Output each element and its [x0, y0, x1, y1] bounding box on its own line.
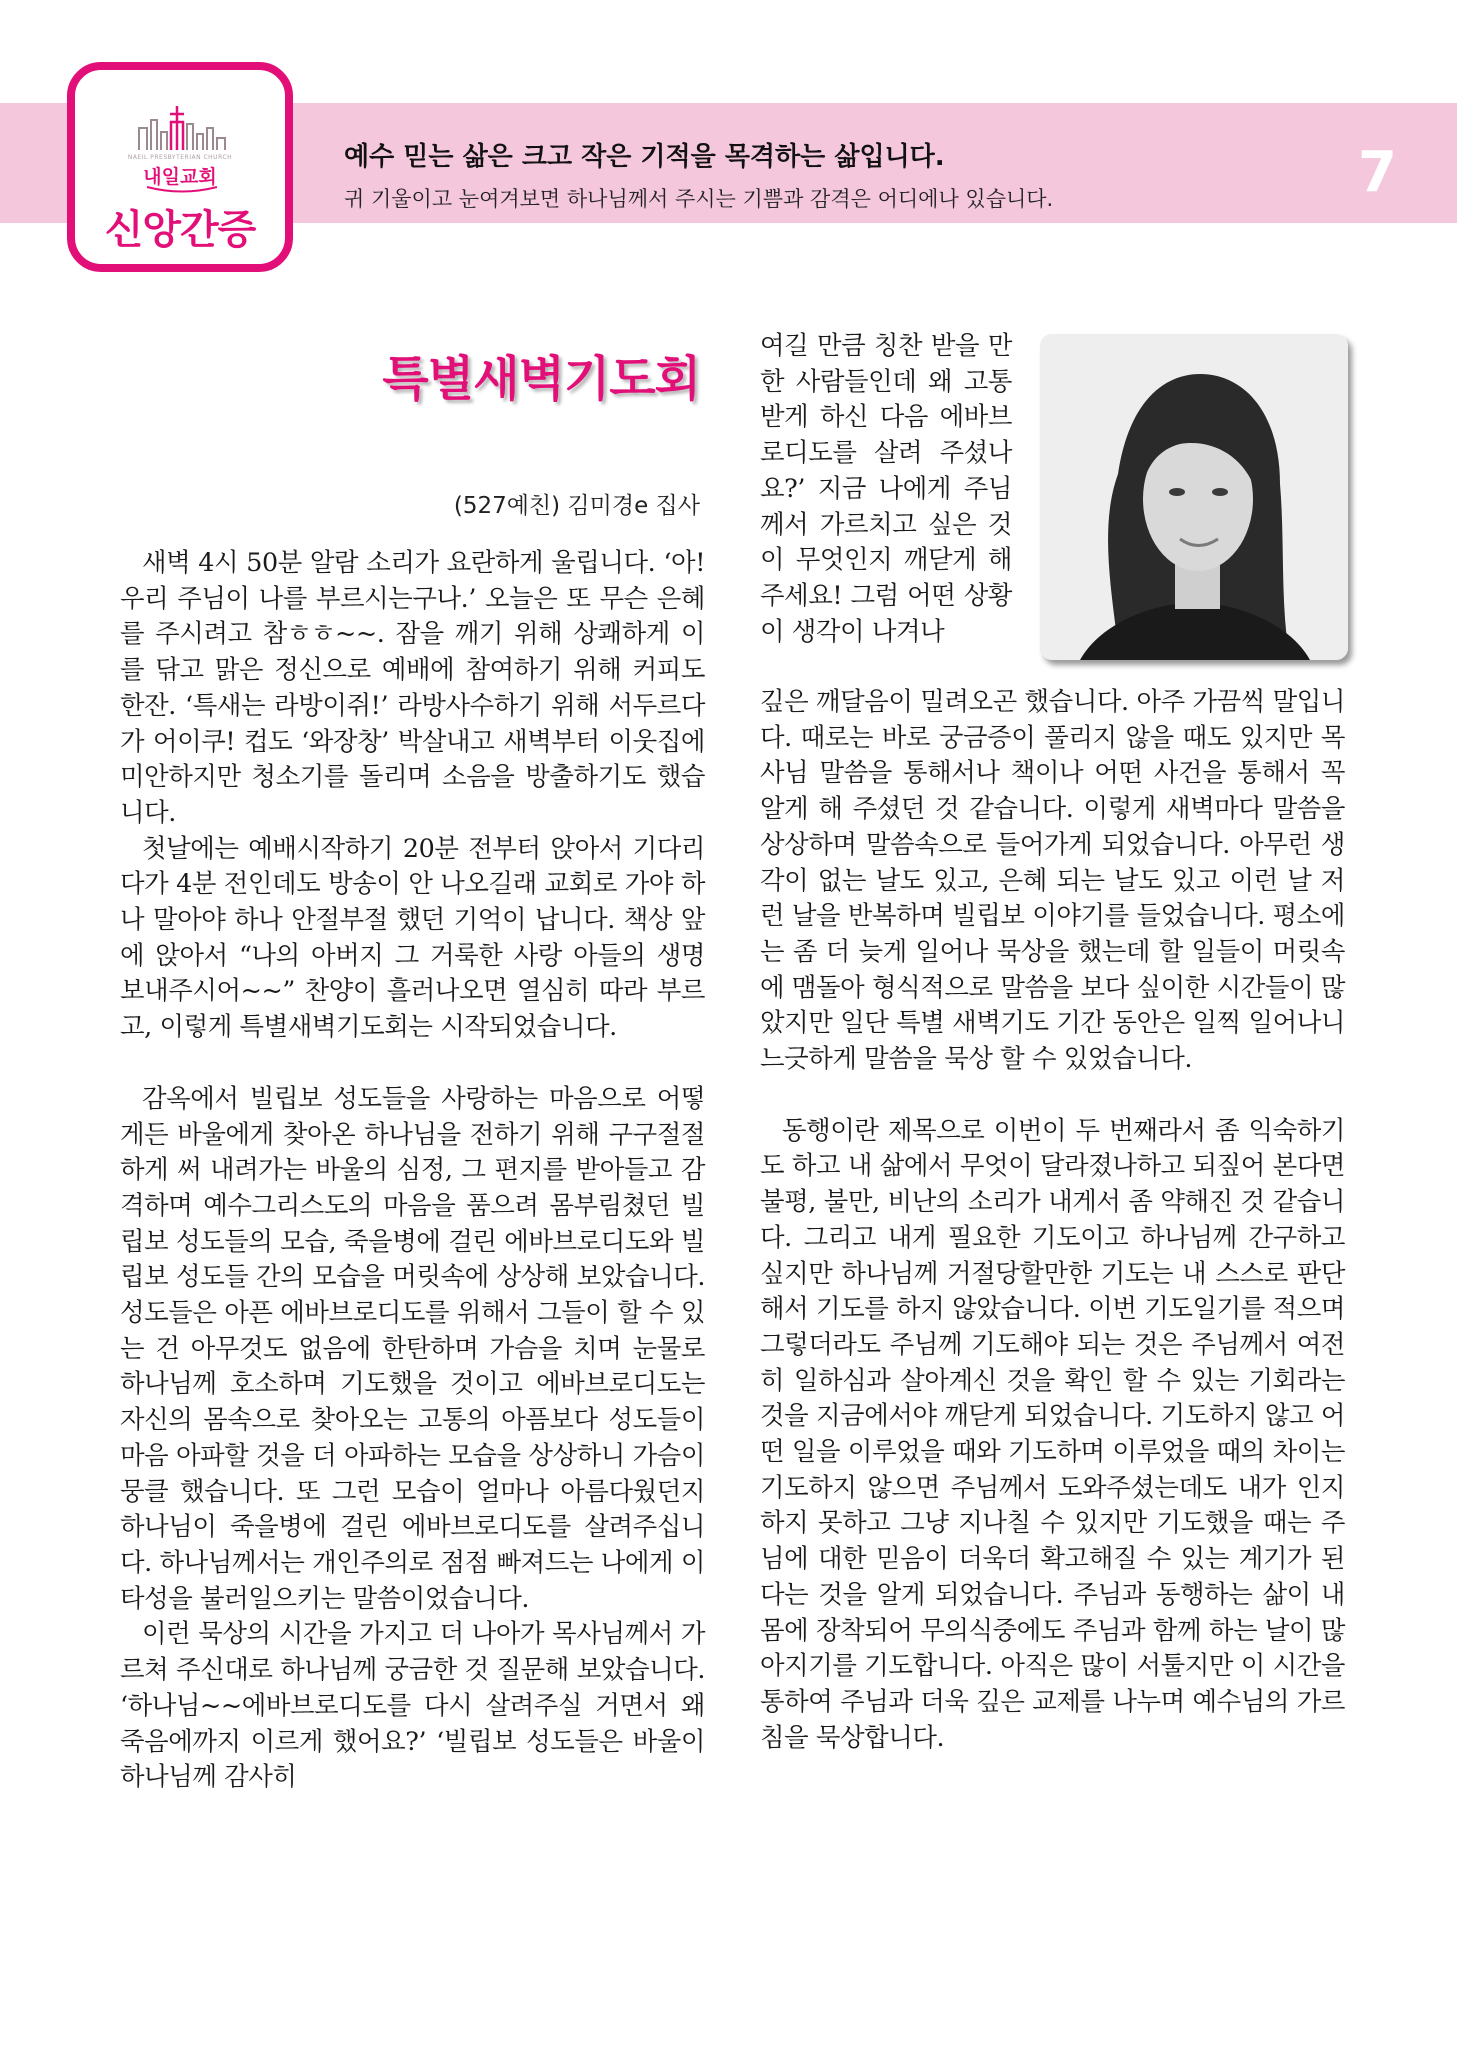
page-number: 7 — [1358, 140, 1397, 205]
left-column — [120, 545, 705, 1795]
portrait-photo — [1040, 334, 1348, 660]
paragraph: 새벽 4시 50분 알람 소리가 요란하게 울립니다. ‘아! 우리 주님이 나를 부르시는구나.’ 오늘은 또 무슨 은혜를 주시려고 참ㅎㅎ~~. 잠을 깨기 위해 상쾌하게 이를 닦고 맑은 정신으로 예배에 참여하기 위해 커피도 한잔. ‘특새는 라방이쥐!’ 라방사수하기 위해 서두르다가 어이쿠! 컵도 ‘와장창’ 박살내고 새벽부터 이웃집에 미안하지만 청소기를 돌리며 소음을 방출하기도 했습니다. — [120, 547, 705, 827]
paragraph-gap — [120, 1045, 705, 1081]
paragraph: 동행이란 제목으로 이번이 두 번째라서 좀 익숙하기도 하고 내 삶에서 무엇이 달라졌나하고 되짚어 본다면 불평, 불만, 비난의 소리가 내게서 좀 약해진 것 같습니다. 그리고 내게 필요한 기도이고 하나님께 간구하고 싶지만 하나님께 거절당할만한 기도는 내 스스로 판단해서 기도를 하지 않았습니다. 이번 기도일기를 적으며 그렇더라도 주님께 기도해야 되는 것은 주님께서 여전히 일하심과 살아계신 것을 확인 할 수 있는 기회라는 것을 지금에서야 깨닫게 되었습니다. 기도하지 않고 어떤 일을 이루었을 때와 기도하며 이루었을 때의 차이는 기도하지 않으면 주님께서 도와주셨는데도 내가 인지하지 못하고 그냥 지나칠 수 있지만 기도했을 때는 주님에 대한 믿음이 더욱더 확고해질 수 있는 계기가 된다는 것을 알게 되었습니다. 주님과 동행하는 삶이 내 몸에 장착되어 무의식중에도 주님과 함께 하는 날이 많아지기를 기도합니다. 아직은 많이 서툴지만 이 시간을 통하여 주님과 더욱 깊은 교제를 나누며 예수님의 가르침을 묵상합니다. — [760, 1114, 1345, 1752]
paragraph: 감옥에서 빌립보 성도들을 사랑하는 마음으로 어떻게든 바울에게 찾아온 하나님을 전하기 위해 구구절절하게 써 내려가는 바울의 심정, 그 편지를 받아들고 감격하며 예수그리스도의 마음을 품으려 몸부림쳤던 빌립보 성도들의 모습, 죽을병에 걸린 에바브로디도와 빌립보 성도들 간의 모습을 머릿속에 상상해 보았습니다. 성도들은 아픈 에바브로디도를 위해서 그들이 할 수 있는 건 아무것도 없음에 한탄하며 가슴을 치며 눈물로 하나님께 호소하며 기도했을 것이고 에바브로디도는 자신의 몸속으로 찾아오는 고통의 아픔보다 성도들이 마음 아파할 것을 더 아파하는 모습을 상상하니 가슴이 뭉클 했습니다. 또 그런 모습이 얼마나 아름다웠던지 하나님이 죽을병에 걸린 에바브로디도를 살려주십니다. 하나님께서는 개인주의로 점점 빠져드는 나에게 이타성을 불러일으키는 말씀이었습니다. — [120, 1082, 705, 1613]
tagline-main: 예수 믿는 삶은 크고 작은 기적을 목격하는 삶입니다. — [344, 142, 945, 172]
swoosh-icon — [145, 184, 219, 194]
right-column — [760, 684, 1345, 1755]
paragraph-gap — [760, 1077, 1345, 1113]
author-portrait-photo — [1040, 334, 1348, 660]
paragraph: 첫날에는 예배시작하기 20분 전부터 앉아서 기다리다가 4분 전인데도 방송이 안 나오길래 교회로 가야 하나 말아야 하나 안절부절 했던 기억이 납니다. 책상 앞에 앉아서 “나의 아버지 그 거룩한 사랑 아들의 생명 보내주시어~~” 찬양이 흘러나오면 열심히 따라 부르고, 이렇게 특별새벽기도회는 시작되었습니다. — [120, 832, 705, 1042]
paragraph: 이런 묵상의 시간을 가지고 더 나아가 목사님께서 가르쳐 주신대로 하나님께 궁금한 것 질문해 보았습니다. ‘하나님~~에바브로디도를 다시 살려주실 거면서 왜 죽음에까지 이르게 했어요?’ ‘빌립보 성도들은 바울이 하나님께 감사히 — [120, 1618, 705, 1792]
article-title: 특별새벽기도회 — [382, 351, 700, 407]
tagline-sub: 귀 기울이고 눈여겨보면 하나님께서 주시는 기쁨과 감격은 어디에나 있습니다. — [344, 187, 1054, 211]
paragraph: 깊은 깨달음이 밀려오곤 했습니다. 아주 가끔씩 말입니다. 때로는 바로 궁금증이 풀리지 않을 때도 있지만 목사님 말씀을 통해서나 책이나 어떤 사건을 통해서 꼭 알게 해 주셨던 것 같습니다. 이렇게 새벽마다 말씀을 상상하며 말씀속으로 들어가게 되었습니다. 아무런 생각이 없는 날도 있고, 은혜 되는 날도 있고 이런 날 저런 날을 반복하며 빌립보 이야기를 들었습니다. 평소에는 좀 더 늦게 일어나 묵상을 했는데 할 일들이 머릿속에 맴돌아 형식적으로 말씀을 보다 싶이한 시간들이 많았지만 일단 특별 새벽기도 기간 동안은 일찍 일어나니 느긋하게 말씀을 묵상 할 수 있었습니다. — [760, 686, 1345, 1074]
section-title: 신앙간증 — [104, 207, 256, 253]
article-byline: (527예친) 김미경e 집사 — [453, 493, 700, 519]
church-english-name: NAEIL PRESBYTERIAN CHURCH — [127, 154, 233, 161]
church-logo-badge — [67, 62, 293, 272]
paragraph: 여길 만큼 칭찬 받을 만한 사람들인데 왜 고통받게 하신 다음 에바브로디도를 살려 주셨나요?’ 지금 나에게 주님께서 가르치고 싶은 것이 무엇인지 깨닫게 해 주세요! 그럼 어떤 상황이 생각이 나겨나 — [760, 330, 1012, 646]
skyline-icon — [137, 98, 229, 150]
church-name: 내일교회 — [143, 166, 217, 188]
right-column-top — [760, 328, 1012, 649]
